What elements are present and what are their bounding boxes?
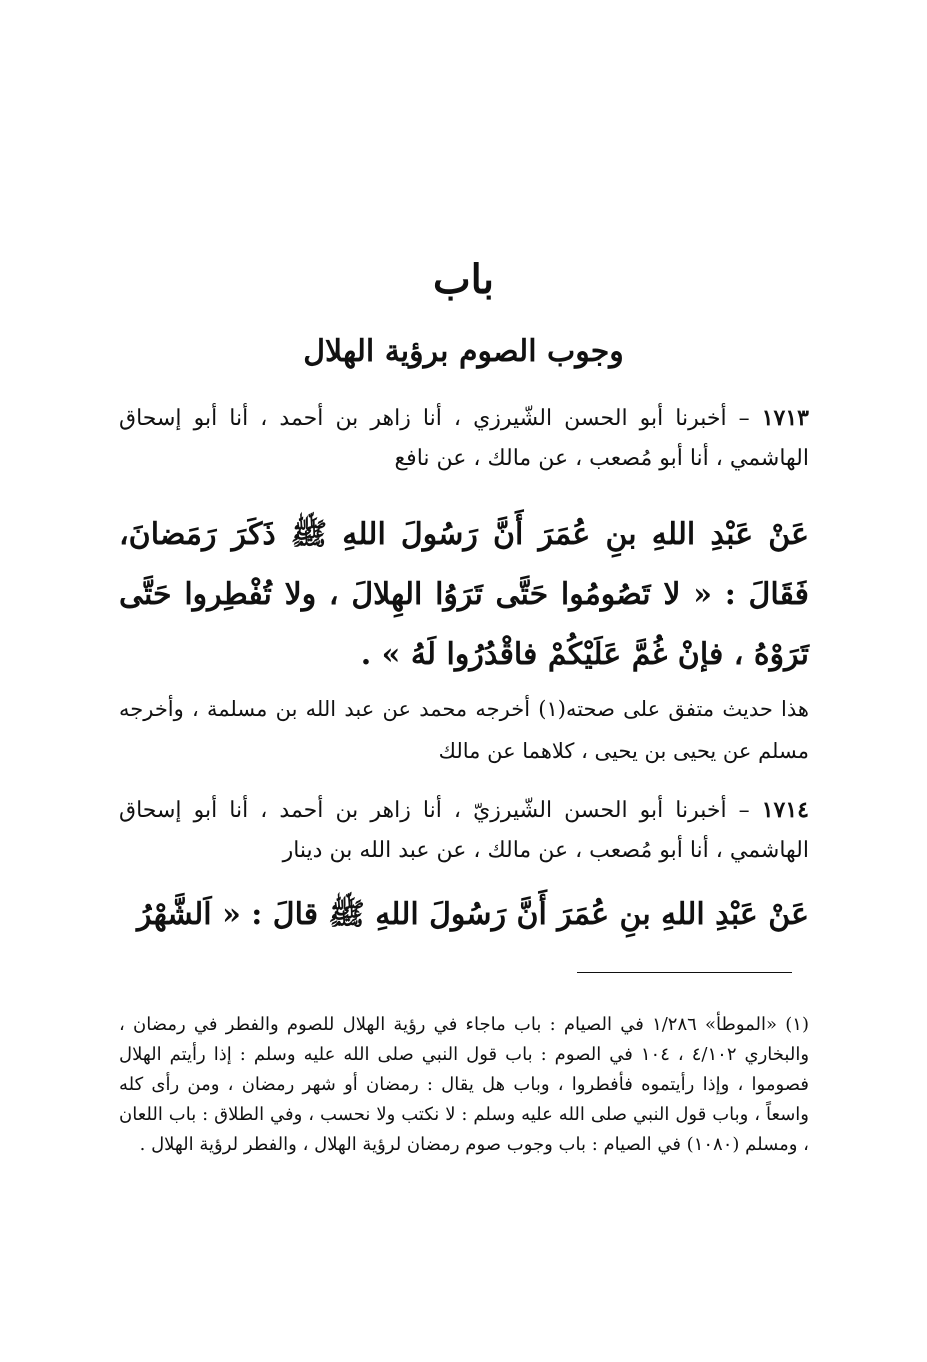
footnote-separator: [577, 972, 792, 973]
hadith-number: ١٧١٣: [761, 405, 809, 431]
isnad-text: – أخبرنا أبو الحسن الشّيرزيّ ، أنا زاهر بن أحمد ، أنا أبو إسحاق الهاشمي ، أنا أبو مُصعب ، عن مالك ، عن عبد الله بن دينار: [119, 798, 809, 863]
hadith-number: ١٧١٤: [761, 797, 809, 823]
hadith-1714-matn: عَنْ عَبْدِ اللهِ بنِ عُمَرَ أَنَّ رَسُولَ اللهِ ﷺ قالَ : « اَلشَّهْرُ: [137, 897, 809, 932]
hadith-1713-takhrij: هذا حديث متفق على صحته(١) أخرجه محمد عن عبد الله بن مسلمة ، وأخرجه مسلم عن يحيى بن يحيى ، كلاهما عن مالك: [119, 697, 809, 763]
footnote: (١) «الموطأ» ١/٢٨٦ في الصيام : باب ماجاء في رؤية الهلال للصوم والفطر في رمضان ، والبخاري ٤/١٠٢ ، ١٠٤ في الصوم : باب قول النبي صلى الله عليه وسلم : إذا رأيتم الهلال فصوموا ، وإذا رأيتموه فأفطروا ، وباب هل يقال : رمضان أو شهر رمضان ، ومن رأى كله واسعاً ، وباب قول النبي صلى الله عليه وسلم : لا نكتب ولا نحسب ، وفي الطلاق : باب اللعان ، ومسلم (١٠٨٠) في الصيام : باب وجوب صوم رمضان لرؤية الهلال ، والفطر لرؤية الهلال .: [119, 1014, 810, 1155]
hadith-1713-isnad: [119, 398, 809, 479]
isnad-text: – أخبرنا أبو الحسن الشّيرزي ، أنا زاهر بن أحمد ، أنا أبو إسحاق الهاشمي ، أنا أبو مُصعب ، عن مالك ، عن نافع: [119, 406, 809, 471]
hadith-1714-isnad: [119, 790, 809, 871]
hadith-1713-matn: عَنْ عَبْدِ اللهِ بنِ عُمَرَ أَنَّ رَسُولَ اللهِ ﷺ ذَكَرَ رَمَضانَ، فَقَالَ : « لا تَصُومُوا حَتَّى تَرَوُا الهِلالَ ، ولا تُفْطِروا حَتَّى تَرَوْهُ ، فإنْ غُمَّ عَلَيْكُمْ فاقْدُرُوا لَهُ » .: [119, 517, 809, 672]
chapter-heading: باب: [433, 256, 494, 303]
chapter-title: وجوب الصوم برؤية الهلال: [303, 334, 624, 369]
